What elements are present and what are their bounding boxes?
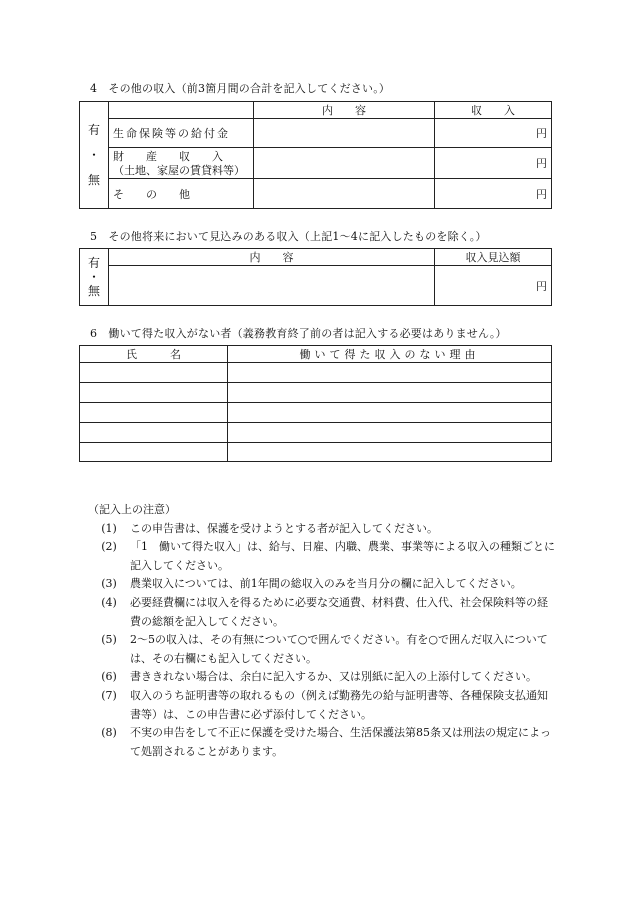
table-row	[80, 383, 552, 403]
note-number: (6)	[101, 670, 117, 684]
row-label-other: そ の 他	[109, 179, 254, 209]
no-earned-income-table	[79, 345, 552, 462]
yen-unit: 円	[536, 157, 547, 170]
note-item	[88, 631, 558, 668]
section5-title: 5 その他将来において見込みのある収入（上記1～4に記入したものを除く。）	[90, 230, 487, 243]
note-item	[88, 538, 558, 575]
header-name: 氏 名	[80, 346, 228, 363]
notes-heading: （記入上の注意）	[88, 503, 176, 516]
header-content: 内 容	[109, 249, 435, 266]
name-input[interactable]	[80, 443, 228, 462]
note-number: (4)	[101, 595, 117, 609]
header-blank	[109, 102, 254, 119]
amount-input-property[interactable]	[435, 148, 552, 179]
note-item	[88, 724, 558, 761]
note-text: 不実の申告をして不正に保護を受けた場合、生活保護法第85条又は刑法の規定によって処罰されることがあります。	[130, 726, 551, 758]
yen-unit: 円	[536, 279, 547, 293]
note-number: (2)	[101, 540, 117, 554]
row-label-property	[109, 148, 254, 179]
table-row	[80, 443, 552, 462]
reason-input[interactable]	[228, 403, 552, 423]
amount-input-expected[interactable]	[435, 266, 552, 306]
table-row	[80, 403, 552, 423]
note-item	[88, 520, 558, 539]
no-label: 無	[87, 284, 100, 298]
content-input-insurance[interactable]	[254, 119, 435, 148]
note-text: 必要経費欄には収入を得るために必要な交通費、材料費、仕入代、社会保険料等の経費の総額を記入してください。	[130, 595, 548, 628]
note-number: (7)	[101, 688, 117, 702]
header-income: 収 入	[435, 102, 552, 119]
yes-no-cell[interactable]	[80, 249, 109, 306]
dot-label: ・	[87, 147, 100, 162]
content-input-expected[interactable]	[109, 266, 435, 306]
reason-input[interactable]	[228, 423, 552, 443]
dot-label: ・	[87, 270, 100, 284]
section4-title: 4 その他の収入（前3箇月間の合計を記入してください。）	[90, 82, 391, 95]
note-text: 書ききれない場合は、余白に記入するか、又は別紙に記入の上添付してください。	[130, 670, 537, 684]
row-label-insurance: 生命保険等の給付金	[109, 119, 254, 148]
amount-input-insurance[interactable]	[435, 119, 552, 148]
note-item	[88, 594, 558, 631]
property-label: 財 産 収 入	[113, 149, 223, 163]
name-input[interactable]	[80, 403, 228, 423]
note-number: (5)	[101, 633, 117, 647]
yen-unit: 円	[536, 127, 547, 140]
note-item	[88, 575, 558, 594]
name-input[interactable]	[80, 363, 228, 383]
table-row	[80, 363, 552, 383]
note-text: 「1 働いて得た収入」は、給与、日雇、内職、農業、事業等による収入の種類ごとに記入してください。	[130, 540, 555, 572]
reason-input[interactable]	[228, 363, 552, 383]
reason-input[interactable]	[228, 383, 552, 403]
amount-input-other[interactable]	[435, 179, 552, 209]
note-item	[88, 687, 558, 724]
header-content: 内 容	[254, 102, 435, 119]
header-expected-amount: 収入見込額	[435, 249, 552, 266]
yen-unit: 円	[536, 187, 547, 201]
yes-label: 有	[87, 122, 100, 137]
section6-title: 6 働いて得た収入がない者（義務教育終了前の者は記入する必要はありません。）	[90, 327, 507, 340]
yes-no-cell[interactable]	[80, 102, 109, 209]
no-label: 無	[87, 172, 100, 187]
content-input-other[interactable]	[254, 179, 435, 209]
table-row	[80, 423, 552, 443]
entry-notes	[88, 501, 558, 761]
note-text: 収入のうち証明書等の取れるもの（例えば勤務先の給与証明書等、各種保険支払通知書等）は、この申告書に必ず添付してください。	[130, 688, 548, 721]
name-input[interactable]	[80, 383, 228, 403]
expected-income-table	[79, 248, 552, 306]
note-text: この申告書は、保護を受けようとする者が記入してください。	[130, 521, 438, 535]
note-text: 2～5の収入は、その有無について○で囲んでください。有を○で囲んだ収入については、その右欄にも記入してください。	[130, 633, 548, 665]
property-sublabel: （土地、家屋の賃貸料等）	[113, 163, 245, 177]
reason-input[interactable]	[228, 443, 552, 462]
yes-label: 有	[87, 256, 100, 270]
other-income-table	[79, 101, 552, 209]
header-reason: 働いて得た収入のない理由	[228, 346, 552, 363]
name-input[interactable]	[80, 423, 228, 443]
note-number: (8)	[101, 726, 117, 740]
note-number: (1)	[101, 521, 117, 535]
content-input-property[interactable]	[254, 148, 435, 179]
note-number: (3)	[101, 577, 117, 591]
note-text: 農業収入については、前1年間の総収入のみを当月分の欄に記入してください。	[130, 577, 522, 591]
note-item	[88, 668, 558, 687]
